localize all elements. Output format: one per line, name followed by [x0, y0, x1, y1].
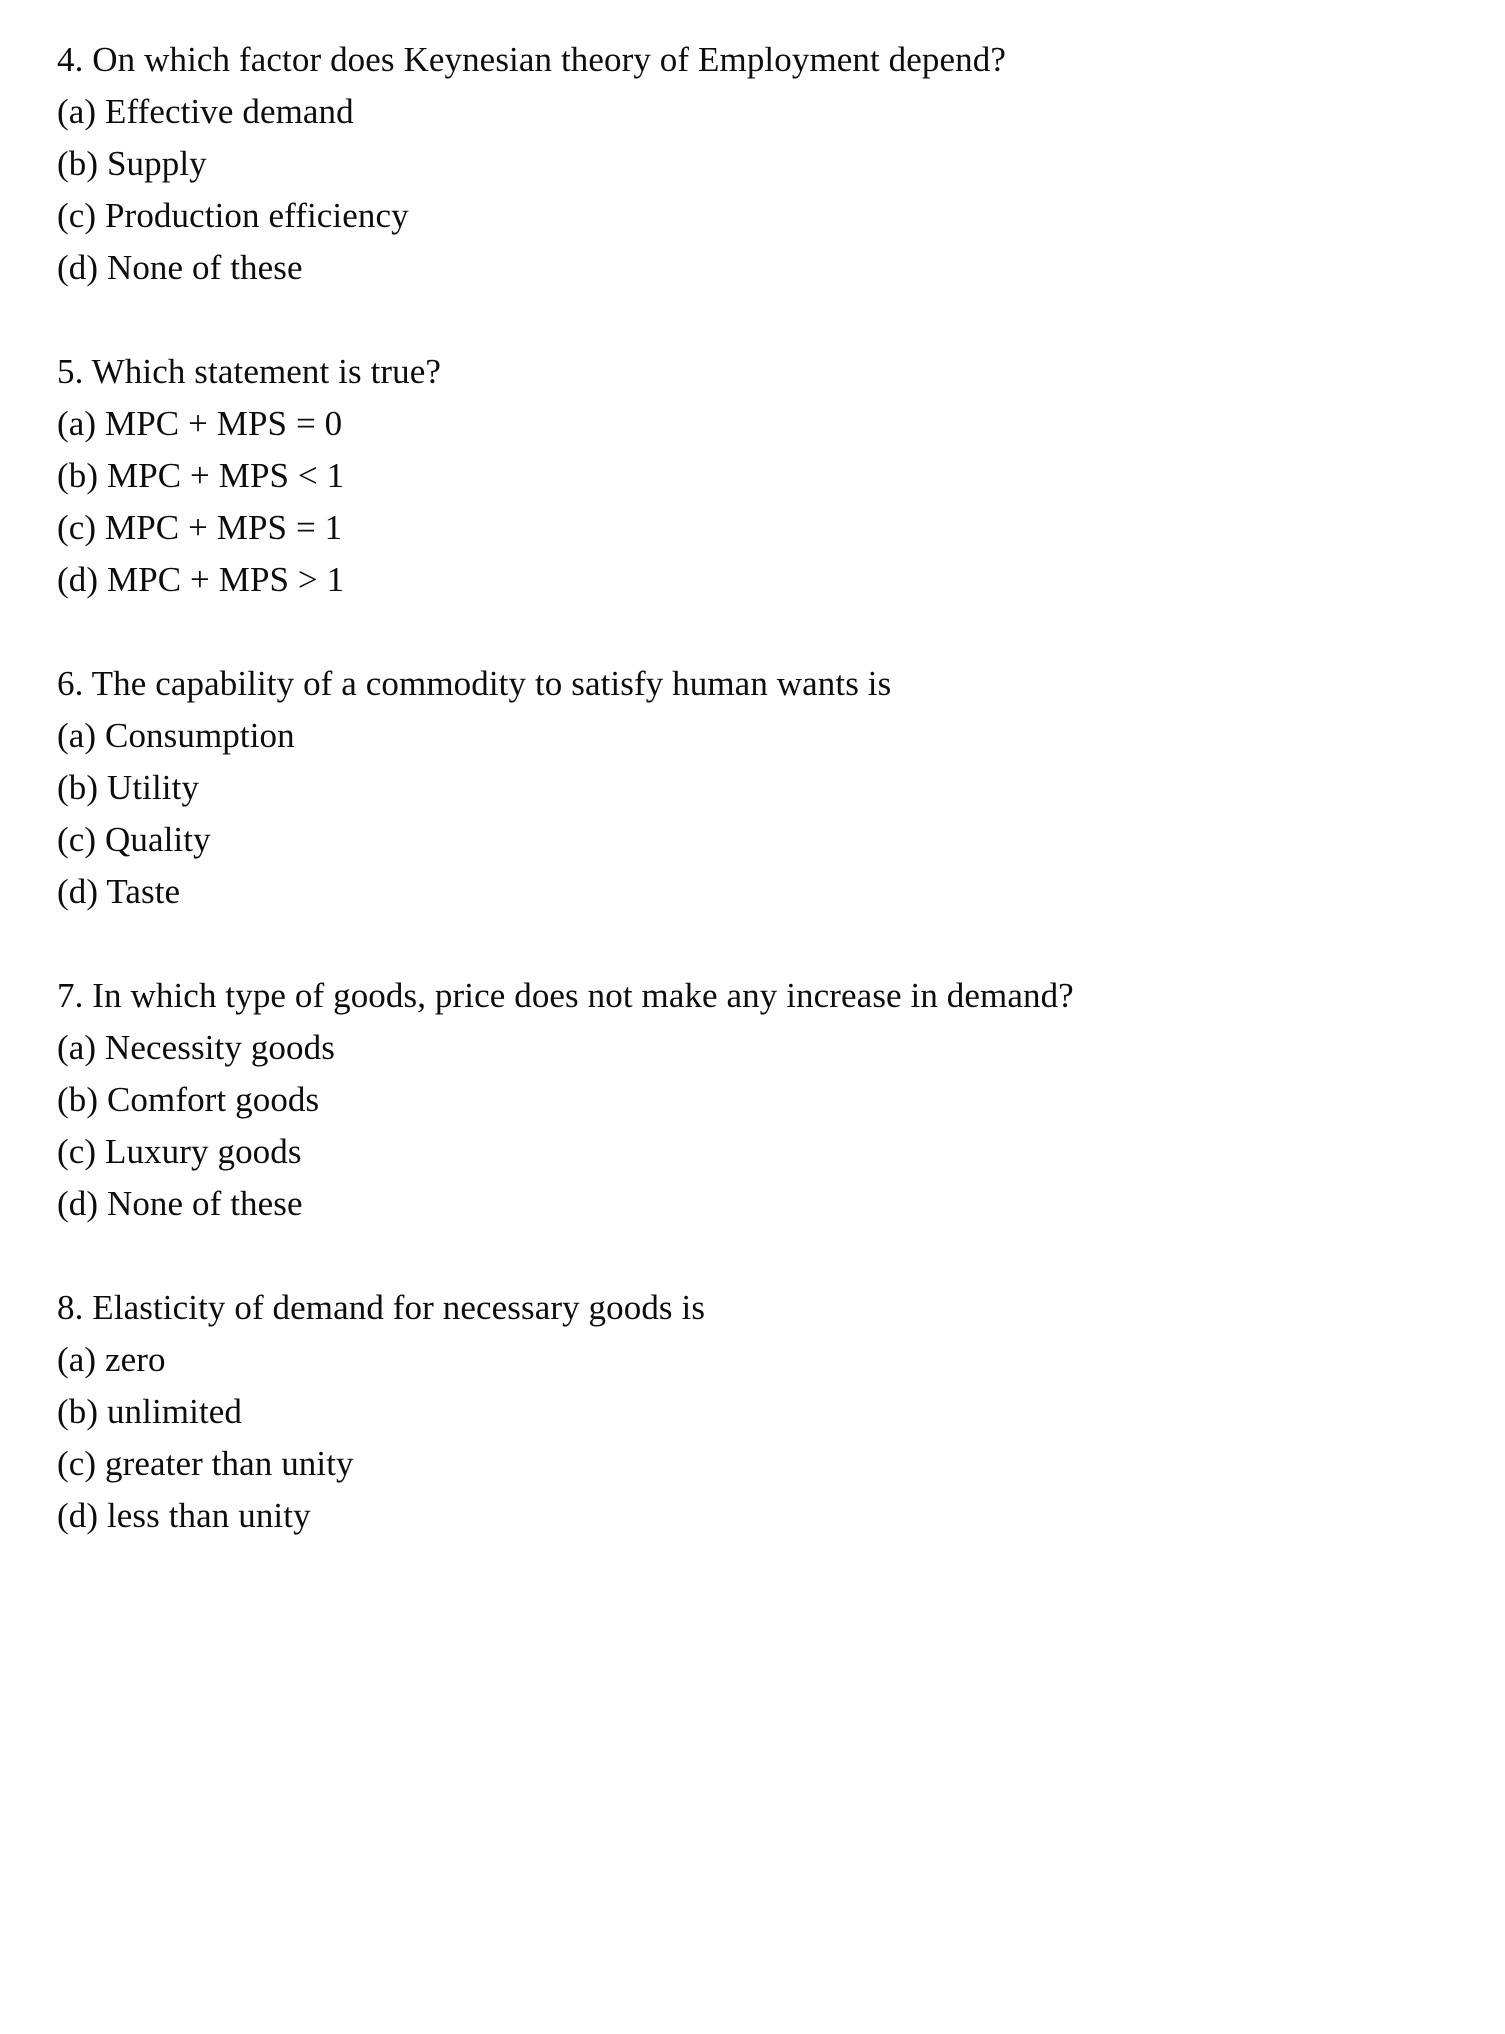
option-item[interactable]: (d) less than unity [57, 1496, 311, 1535]
option-list [57, 710, 1465, 918]
option-list [57, 398, 1465, 606]
option-item[interactable]: (a) zero [57, 1340, 166, 1379]
option-item[interactable]: (d) MPC + MPS > 1 [57, 560, 345, 599]
option-item[interactable]: (b) Supply [57, 144, 207, 183]
question-block [57, 970, 1465, 1230]
question-text: 4. On which factor does Keynesian theory of Employment depend? [57, 40, 1006, 79]
option-item[interactable]: (d) Taste [57, 872, 181, 911]
option-item[interactable]: (b) MPC + MPS < 1 [57, 456, 345, 495]
option-item[interactable]: (d) None of these [57, 1184, 303, 1223]
option-item[interactable]: (c) Production efficiency [57, 196, 409, 235]
option-item[interactable]: (b) Comfort goods [57, 1080, 320, 1119]
option-item[interactable]: (a) Effective demand [57, 92, 354, 131]
option-list [57, 1334, 1465, 1542]
option-item[interactable]: (c) MPC + MPS = 1 [57, 508, 343, 547]
question-block [57, 658, 1465, 918]
question-text: 8. Elasticity of demand for necessary goods is [57, 1288, 706, 1327]
option-item[interactable]: (b) unlimited [57, 1392, 243, 1431]
option-list [57, 1022, 1465, 1230]
question-text: 6. The capability of a commodity to satisfy human wants is [57, 664, 892, 703]
question-block [57, 346, 1465, 606]
option-item[interactable]: (c) greater than unity [57, 1444, 354, 1483]
option-item[interactable]: (b) Utility [57, 768, 200, 807]
option-item[interactable]: (d) None of these [57, 248, 303, 287]
option-item[interactable]: (a) MPC + MPS = 0 [57, 404, 343, 443]
question-text: 5. Which statement is true? [57, 352, 442, 391]
question-text: 7. In which type of goods, price does not make any increase in demand? [57, 976, 1074, 1015]
question-block [57, 34, 1465, 294]
option-list [57, 86, 1465, 294]
question-block [57, 1282, 1465, 1542]
option-item[interactable]: (c) Quality [57, 820, 211, 859]
option-item[interactable]: (c) Luxury goods [57, 1132, 302, 1171]
option-item[interactable]: (a) Consumption [57, 716, 295, 755]
option-item[interactable]: (a) Necessity goods [57, 1028, 335, 1067]
